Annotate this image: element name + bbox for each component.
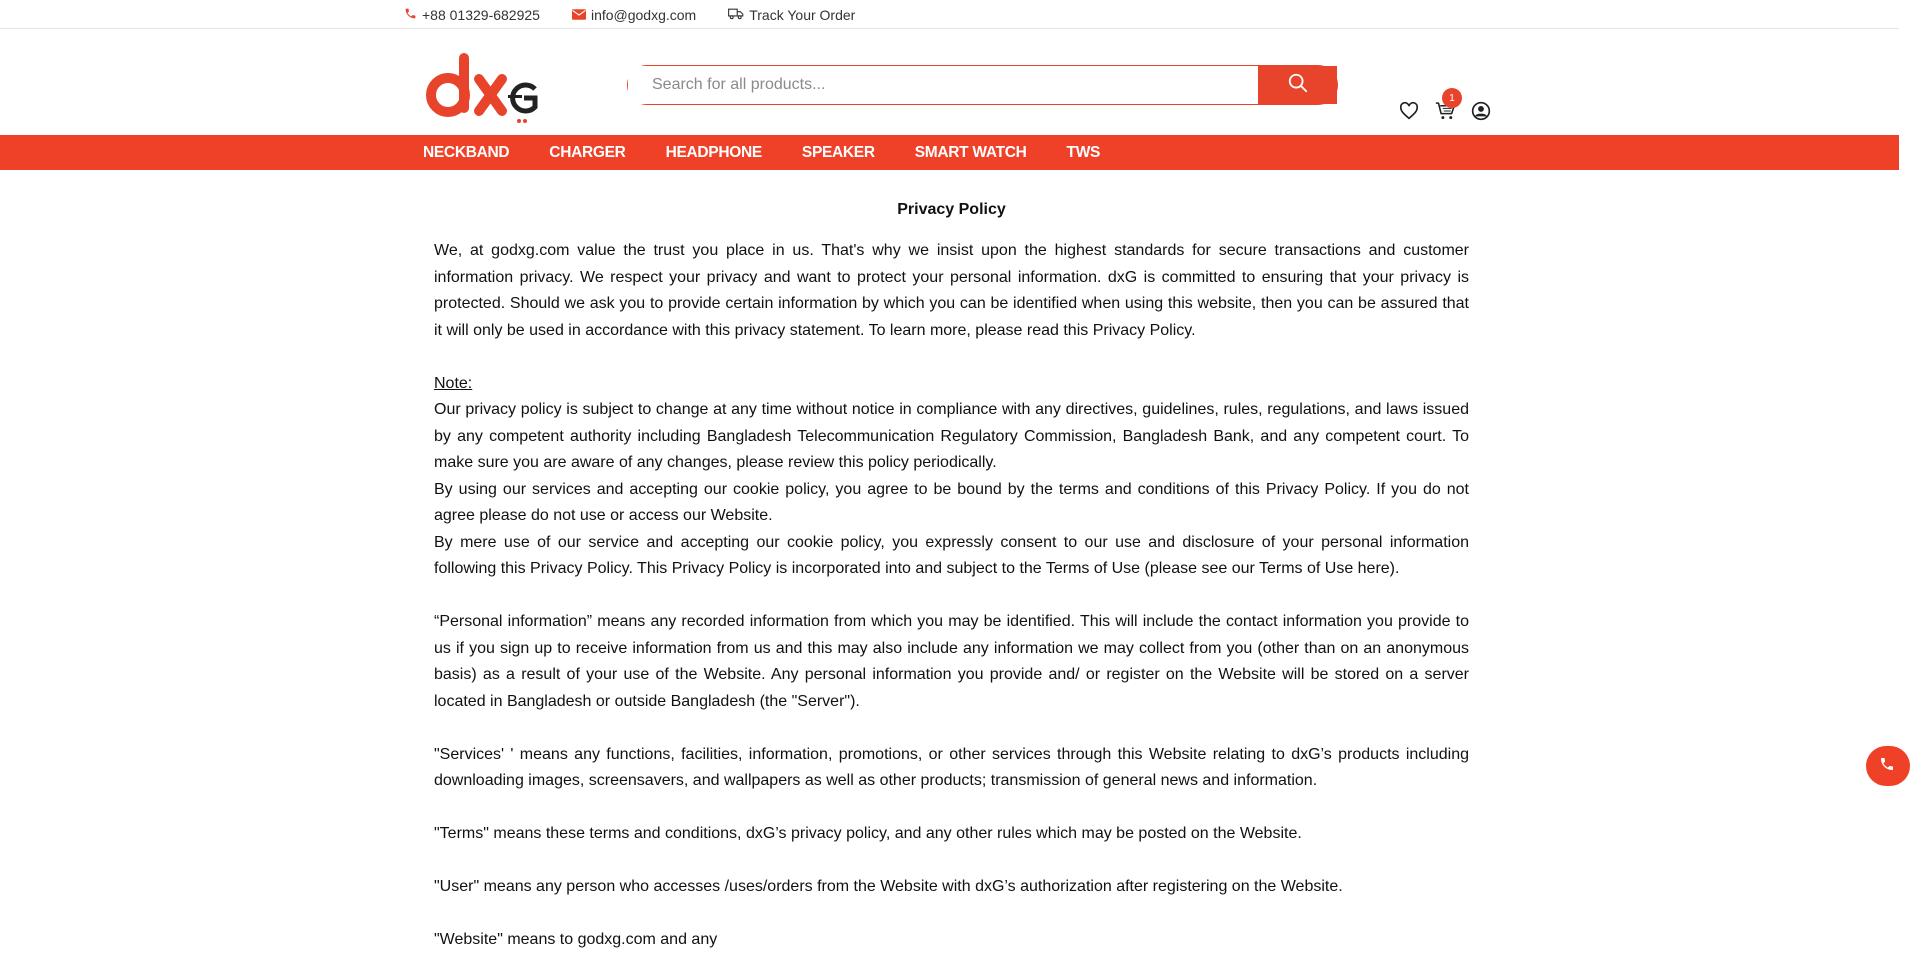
website-paragraph: "Website" means to godxg.com and any: [434, 931, 718, 948]
terms-paragraph: "Terms" means these terms and conditions, dxG’s privacy policy, and any other rules which may be posted on the Website.: [434, 825, 1302, 842]
note-paragraph-1: Our privacy policy is subject to change at any time without notice in compliance with any directives, guidelines, rules, regulations, and laws issued by any competent authority including Bangladesh Telecommunication Regulatory Commission, Bangladesh Bank, and any competent court. To make sure you are aware of any changes, please review this policy periodically.: [434, 401, 1469, 471]
personal-information-paragraph: “Personal information” means any recorded information from which you may be identified. This will include the contact information you provide to us if you sign up to receive information from us and this may also include any information we may collect from you (other than on an anonymous basis) as a result of your use of the Website. Any personal information you provide and/ or register on the Website will be stored on a server located in Bangladesh or outside Bangladesh (the "Server").: [434, 613, 1469, 710]
mail-icon: [572, 7, 586, 23]
nav-item-smart-watch[interactable]: SMART WATCH: [914, 143, 1027, 161]
nav-item-neckband[interactable]: NECKBAND: [423, 143, 510, 161]
search-input[interactable]: [628, 66, 1258, 104]
page-title: Privacy Policy: [897, 201, 1006, 218]
site-header: [0, 29, 1899, 135]
privacy-policy-content: [434, 200, 1469, 954]
user-paragraph: "User" means any person who accesses /uses/orders from the Website with dxG’s authorization after registering on the Website.: [434, 878, 1343, 895]
nav-item-speaker[interactable]: SPEAKER: [801, 143, 875, 161]
dxg-logo[interactable]: [424, 45, 544, 125]
phone-icon: [1879, 756, 1895, 777]
search-bar: [627, 65, 1338, 105]
cart-count-badge: 1: [1442, 88, 1462, 108]
search-icon: [1287, 72, 1309, 99]
nav-item-tws[interactable]: TWS: [1066, 143, 1101, 161]
nav-item-headphone[interactable]: HEADPHONE: [665, 143, 762, 161]
call-button[interactable]: [1866, 746, 1910, 786]
note-paragraph-2: By using our services and accepting our cookie policy, you agree to be bound by the terms and conditions of this Privacy Policy. If you do not agree please do not use or access our Website.: [434, 480, 1469, 524]
email-address: info@godxg.com: [590, 6, 697, 23]
user-icon: [1471, 101, 1491, 126]
services-paragraph: "Services' ' means any functions, facilities, information, promotions, or other services through this Website relating to dxG’s products including downloading images, screensavers, and wallpapers as well as other products; transmission of general news and information.: [434, 745, 1469, 789]
phone-contact[interactable]: [404, 7, 540, 23]
phone-number: +88 01329-682925: [422, 6, 540, 23]
note-paragraph-3: By mere use of our service and accepting our cookie policy, you expressly consent to our use and disclosure of your personal information following this Privacy Policy. This Privacy Policy is incorporated into and subject to the Terms of Use (please see our Terms of Use here).: [434, 533, 1469, 577]
cart-button[interactable]: [1434, 92, 1456, 124]
top-bar: [0, 0, 1899, 29]
email-contact[interactable]: [572, 7, 696, 23]
phone-icon: [404, 7, 417, 23]
search-button[interactable]: [1258, 66, 1337, 104]
account-button[interactable]: [1470, 102, 1492, 124]
heart-icon: [1399, 102, 1419, 125]
truck-icon: [728, 7, 744, 23]
category-nav: [0, 135, 1899, 170]
intro-paragraph: We, at godxg.com value the trust you place in us. That's why we insist upon the highest standards for secure transactions and customer information privacy. We respect your privacy and want to protect your personal information. dxG is committed to ensuring that your privacy is protected. Should we ask you to provide certain information by which you can be identified when using this website, then you can be assured that it will only be used in accordance with this privacy statement. To learn more, please read this Privacy Policy.: [434, 242, 1469, 339]
nav-item-charger[interactable]: CHARGER: [549, 143, 626, 161]
track-order-link[interactable]: [728, 7, 855, 23]
header-actions: [1398, 92, 1492, 124]
track-order-label: Track Your Order: [749, 6, 856, 23]
wishlist-button[interactable]: [1398, 102, 1420, 124]
note-label: Note:: [434, 374, 473, 392]
